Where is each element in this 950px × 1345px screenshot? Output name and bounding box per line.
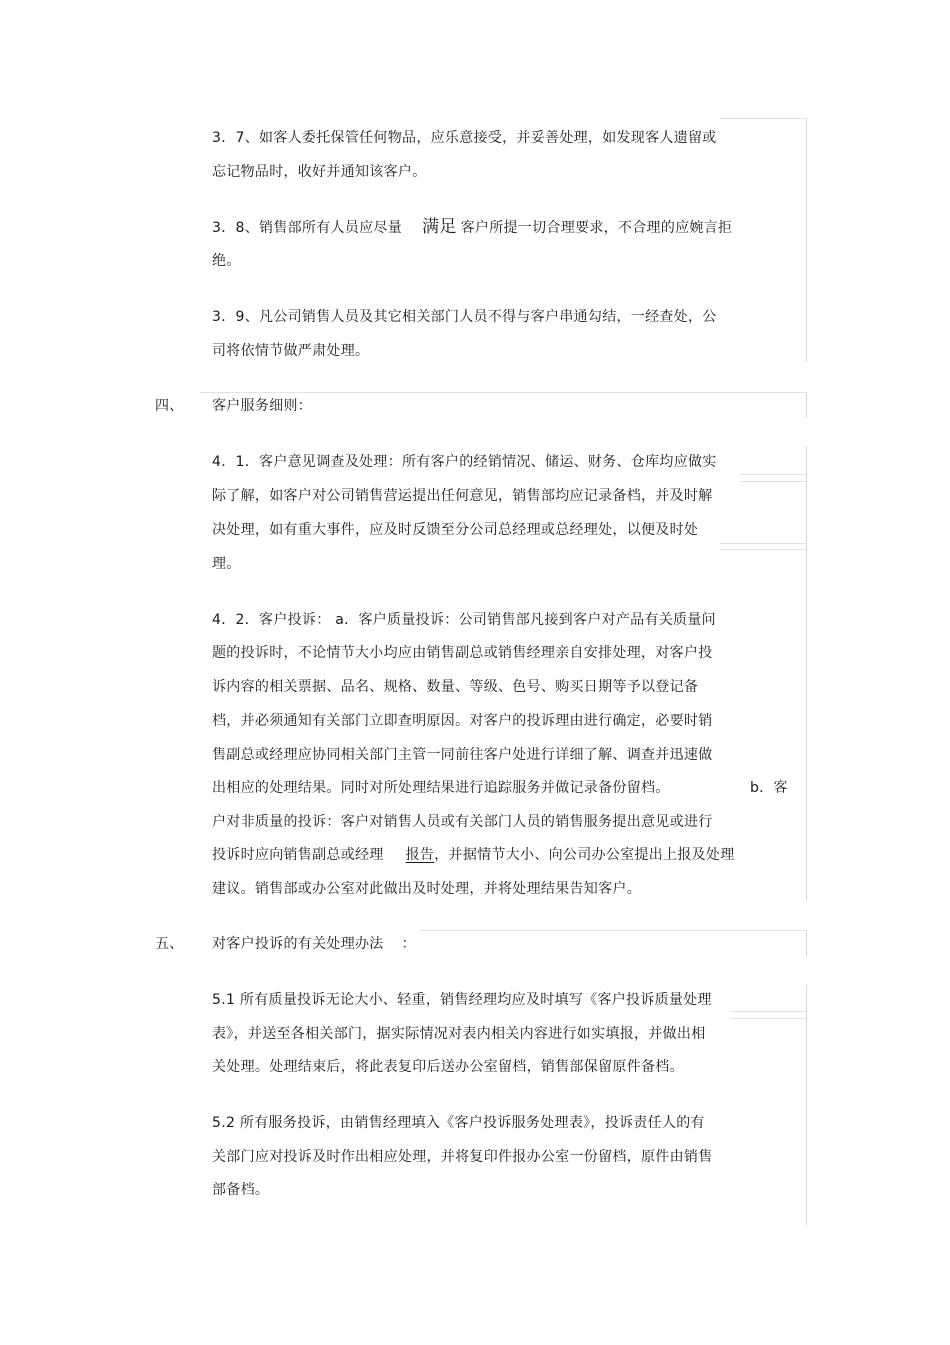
frame-rule bbox=[806, 392, 807, 418]
frame-rule bbox=[806, 985, 807, 1225]
section-4-number: 四、 bbox=[155, 398, 184, 414]
paragraph-4-1-line-3: 决处理，如有重大事件，应及时反馈至分公司总经理或总经理处，以便及时处 bbox=[212, 522, 699, 538]
paragraph-4-2-line-6: 出相应的处理结果。同时对所处理结果进行追踪服务并做记录备份留档。 bbox=[212, 780, 670, 796]
paragraph-3-7-line-2: 忘记物品时，收好并通知该客户。 bbox=[212, 164, 427, 180]
paragraph-4-1-line-4: 理。 bbox=[212, 556, 241, 572]
paragraph-5-1-line-2: 表》，并送至各相关部门，据实际情况对表内相关内容进行如实填报，并做出相 bbox=[212, 1026, 706, 1042]
paragraph-4-2-text-c: ，并据情节大小、向公司办公室提出上报及处理 bbox=[434, 847, 735, 863]
paragraph-4-2-line-5: 售副总或经理应协同相关部门主管一同前往客户处进行详细了解、调查并迅速做 bbox=[212, 747, 713, 763]
frame-rule bbox=[740, 474, 806, 475]
paragraph-3-8-line-1 bbox=[212, 217, 732, 238]
section-5-number: 五、 bbox=[155, 936, 184, 952]
paragraph-3-8-line-2: 绝。 bbox=[212, 253, 241, 269]
frame-rule bbox=[730, 1011, 806, 1012]
paragraph-3-8-text-a: 3．8、销售部所有人员应尽量 bbox=[212, 220, 403, 236]
paragraph-5-1-line-3: 关处理。处理结束后，将此表复印后送办公室留档，销售部保留原件备档。 bbox=[212, 1059, 684, 1075]
paragraph-4-2-text-a: 投诉时应向销售副总或经理 bbox=[212, 847, 384, 863]
frame-rule bbox=[200, 392, 806, 393]
paragraph-3-7-line-1: 3．7、如客人委托保管任何物品，应乐意接受，并妥善处理，如发现客人遗留或 bbox=[212, 130, 717, 146]
paragraph-5-2-line-2: 关部门应对投诉及时作出相应处理，并将复印件报办公室一份留档，原件由销售 bbox=[212, 1149, 713, 1165]
frame-rule bbox=[806, 930, 807, 956]
frame-rule bbox=[420, 930, 806, 931]
frame-rule bbox=[730, 1018, 806, 1019]
paragraph-4-1-line-2: 际了解，如客户对公司销售营运提出任何意见，销售部均应记录备档，并及时解 bbox=[212, 488, 713, 504]
section-4-title: 客户服务细则： bbox=[212, 398, 313, 414]
section-5-colon: ： bbox=[401, 936, 416, 952]
paragraph-4-2-line-8 bbox=[212, 845, 735, 865]
paragraph-5-2-line-3: 部备档。 bbox=[212, 1182, 270, 1198]
paragraph-5-2-line-1: 5.2 所有服务投诉，由销售经理填入《客户投诉服务处理表》，投诉责任人的有 bbox=[212, 1115, 705, 1131]
section-5-title bbox=[212, 934, 416, 954]
paragraph-4-2-underlined-word: 报告 bbox=[405, 847, 435, 863]
paragraph-5-1-line-1: 5.1 所有质量投诉无论大小、轻重，销售经理均应及时填写《客户投诉质量处理 bbox=[212, 992, 712, 1008]
paragraph-3-9-line-1: 3．9、凡公司销售人员及其它相关部门人员不得与客户串通勾结，一经查处，公 bbox=[212, 309, 717, 325]
frame-rule bbox=[720, 549, 806, 550]
frame-rule bbox=[806, 118, 807, 362]
paragraph-4-2-line-4: 档，并必须通知有关部门立即查明原因。对客户的投诉理由进行确定，必要时销 bbox=[212, 713, 713, 729]
paragraph-3-8-emphasis: 满足 bbox=[422, 217, 457, 237]
paragraph-3-8-text-c: 客户所提一切合理要求，不合理的应婉言拒 bbox=[460, 220, 733, 236]
paragraph-4-2-line-2: 题的投诉时，不论情节大小均应由销售副总或销售经理亲自安排处理，对客户投 bbox=[212, 645, 713, 661]
paragraph-4-2-line-1: 4．2．客户投诉： a．客户质量投诉：公司销售部凡接到客户对产品有关质量问 bbox=[212, 612, 716, 628]
paragraph-4-2-line-3: 诉内容的相关票据、品名、规格、数量、等级、色号、购买日期等予以登记备 bbox=[212, 679, 699, 695]
paragraph-4-1-line-1: 4．1．客户意见调查及处理：所有客户的经销情况、储运、财务、仓库均应做实 bbox=[212, 454, 717, 470]
frame-rule bbox=[720, 543, 806, 544]
paragraph-4-2-line-7: 户对非质量的投诉：客户对销售人员或有关部门人员的销售服务提出意见或进行 bbox=[212, 814, 713, 830]
paragraph-3-9-line-2: 司将依情节做严肃处理。 bbox=[212, 343, 370, 359]
paragraph-4-2-line-6-b: b．客 bbox=[750, 780, 788, 796]
frame-rule bbox=[740, 481, 806, 482]
frame-rule bbox=[806, 446, 807, 900]
paragraph-4-2-line-9: 建议。销售部或办公室对此做出及时处理，并将处理结果告知客户。 bbox=[212, 881, 641, 897]
frame-rule bbox=[720, 118, 806, 119]
section-5-title-text: 对客户投诉的有关处理办法 bbox=[212, 936, 384, 952]
